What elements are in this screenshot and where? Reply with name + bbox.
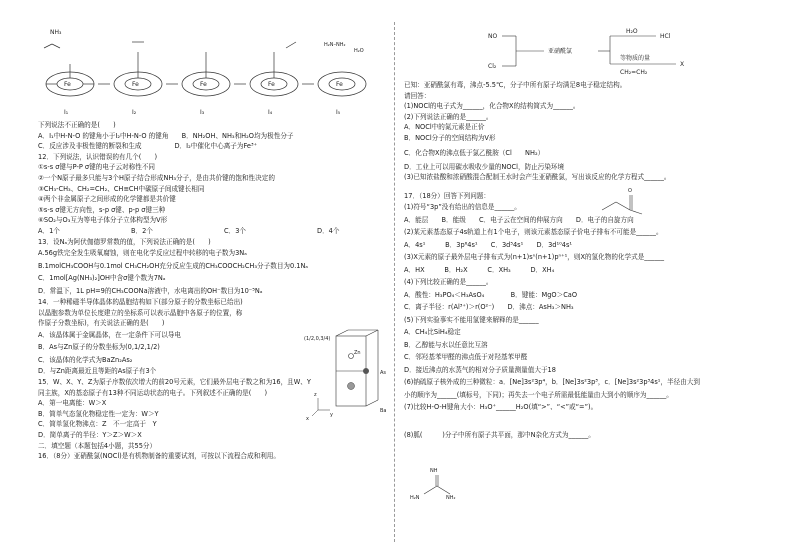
hydrazine-label: H₂N–NH₂ [324, 42, 346, 48]
q13-option-b: B.1molCH₃COOH与0.1mol CH₃CH₂OH充分反应生成的CH₃COOCH₂CH₃分子数目为0.1Nₐ [38, 261, 309, 270]
q12-item-3: ③CH₃-CH₃、CH₂=CH₂、CH≡CH中碳原子间成键长相同 [38, 184, 205, 193]
water-label: H₂O [354, 48, 364, 54]
amide-bonds-icon [602, 195, 642, 214]
q17-part-5-option-a: A．CH₄比SiH₄稳定 [404, 328, 461, 337]
q13-option-c: C．1mol[Ag(NH₃)₂]OH中含σ键个数为7Nₐ [38, 274, 166, 283]
amide-o-label: O [628, 188, 632, 194]
coord-label: (1/2,0,3/4) [304, 336, 331, 342]
q15-stem-2: 同主族，X的基态原子有13种不同运动状态的电子。下列叙述不正确的是( ) [38, 388, 268, 397]
q17-stem: 17．（18分）回答下列问题： [404, 191, 491, 200]
q17-part-3-options: A．HX B．H₂X C．XH₃ D．XH₄ [404, 265, 555, 274]
q12-item-2: ②一个N原子最多只能与3个H原子结合形成NH₃分子，是由共价键的饱和性决定的 [38, 173, 275, 182]
crystal-cell-figure [302, 326, 394, 422]
fe-label-5: Fe [336, 81, 343, 88]
fe-label-4: Fe [268, 81, 275, 88]
q13-stem: 13．设Nₐ为阿伏伽德罗常数的值，下列说法正确的是( ) [38, 237, 211, 246]
q13-option-a: A.56g铁完全发生吸氧腐蚀，则在电化学反应过程中转移的电子数为3Nₐ [38, 249, 247, 258]
hcl-label: HCl [660, 33, 671, 40]
stage-label-2: I₂ [132, 109, 137, 116]
q17-part-1-options: A．能层 B．能级 C．电子云在空间的伸展方向 D．电子的自旋方向 [404, 215, 634, 224]
fe-complex-1 [46, 64, 94, 96]
q17-part-7: (7)比较H-O-H键角大小：H₃O⁺______H₂O(填“>”、“<”或“=”)。 [404, 403, 598, 412]
q11-option-cd: C．反应涉及非极性键的断裂和生成 D．I₂中催化中心离子为Fe³⁺ [38, 142, 258, 151]
q16-answer-prompt: 请回答： [404, 91, 431, 100]
q17-part-5: (5)下列实验事实不能用氢键来解释的是______ [404, 315, 539, 324]
q12-item-6: ⑥SO₂与O₃互为等电子体分子立体构型为V形 [38, 216, 168, 225]
q16-stem: 16．（8分）亚硝酰氯(NOCl)是有机物制备的重要试剂，可按以下流程合成和利用。 [38, 452, 280, 461]
q17-part-5-option-c: C．邻羟基苯甲醛的沸点低于对羟基苯甲醛 [404, 353, 528, 362]
q15-stem-1: 15．W、X、Y、Z为原子序数依次增大的前20号元素，它们最外层电子数之和为16，且W、Y [38, 378, 311, 386]
nitrosyl-chloride-label: 亚硝酰氯 [548, 48, 573, 55]
q16-part-3: (3)已知浓盐酸和浓硝酸混合配制王水时会产生亚硝酰氯，写出该反应的化学方程式______。 [404, 173, 671, 182]
y-axis-label: y [330, 412, 333, 418]
no-label: NO [488, 33, 498, 40]
q12-option-c: C．3个 [224, 226, 246, 235]
q14-option-d: D．与Zn距离最近且等距的As原子有3个 [38, 367, 157, 376]
q17-part-2-options: A．4s¹ B．3p⁶4s¹ C．3d⁵4s¹ D．3d¹⁰4s¹ [404, 240, 573, 249]
q14-stem-2: 以晶胞参数为单位长度建立的坐标系可以表示晶胞中各原子的位置，称 [38, 308, 243, 317]
cl2-label: Cl₂ [488, 63, 497, 70]
q17-part-6: (6)钠硫原子核外成的三种微粒：a．[Ne]3s²3p⁴，b．[Ne]3s²3p³，c．[Ne]3s²3p³4s¹，半径由大到 [404, 378, 701, 387]
zn-atom [349, 354, 354, 359]
chloroacetamide-structure [588, 186, 658, 220]
as-label: As [380, 370, 387, 376]
fe-complex-3 [182, 52, 230, 96]
q15-option-c: C．简单氢化物沸点：Z 不一定高于 Y [38, 420, 157, 429]
nh3-label: NH₃ [50, 29, 62, 36]
water-reagent-label: H₂O [626, 28, 638, 35]
nocl-flow-figure [486, 28, 726, 76]
ethylene-label: CH₂=CH₂ [620, 69, 648, 76]
q16-option-d: D．工业上可以用碳水吸收少量的NOCl，防止污染环境 [404, 162, 565, 171]
x-axis-label: x [306, 416, 309, 422]
right-column [404, 80, 776, 440]
q12-stem: 12．下列说法，认识错误的有几个( ) [38, 152, 158, 161]
q17-part-6-cont: 小的顺序为______(填标号，下同)；再失去一个电子所需最低能量由大到小的顺序为______。 [404, 390, 673, 399]
q17-part-8: (8)胍( )分子中所有原子共平面，那中N杂化方式为______。 [404, 430, 595, 439]
equal-amount-label: 等物质的量 [620, 55, 651, 62]
q14-option-a: A．该晶体属于金属晶体，在一定条件下可以导电 [38, 330, 181, 339]
guanidine-structure [410, 466, 466, 502]
q14-stem-1: 14．一种稀磁半导体晶体的晶胞结构如下(部分原子的分数坐标已给出) [38, 298, 243, 307]
q14-option-c: C．该晶体的化学式为BaZn₂As₂ [38, 355, 133, 364]
q17-part-1: (1)符号“3p”没有给出的信息是______。 [404, 203, 521, 212]
q17-part-4: (4)下列比较正确的是______。 [404, 278, 493, 287]
q17-part-4-options-ab: A．酸性：H₃PO₄＜H₃AsO₄ B．键能：MgO＞CaO [404, 290, 578, 299]
stage-label-1: I₁ [64, 109, 69, 116]
q17-part-5-option-b: B．乙醇能与水以任意比互溶 [404, 340, 488, 349]
q11-stem: 下列说法不正确的是( ) [38, 121, 116, 129]
stage-label-4: I₄ [268, 109, 273, 116]
fe-label-2: Fe [132, 81, 139, 88]
unit-cell-icon [336, 330, 378, 406]
hydroxylamine-icon [44, 44, 60, 48]
stage-label-5: I₅ [336, 109, 341, 116]
q16-part-1: (1)NOCl的电子式为______，化合物X的结构简式为______。 [404, 102, 580, 111]
q16-option-c: C．化合物X的沸点低于氯乙酰胺（Cl NH₂） [404, 148, 545, 157]
q13-option-d: D．常温下，1L pH=9的CH₃COONa溶液中，水电离出的OH⁻数目为10⁻⁵Nₐ [38, 286, 263, 295]
zn-label: Zn [354, 350, 361, 356]
q16-part-2: (2)下列说法正确的是______。 [404, 112, 493, 121]
q12-options [38, 226, 410, 237]
product-x-label: X [680, 61, 685, 68]
reaction-mechanism-figure [40, 24, 370, 122]
x-axis [312, 410, 318, 416]
q15-option-b: B．简单气态氢化物稳定性一定为：W＞Y [38, 409, 159, 418]
q16-given: 已知：亚硝酰氯有毒，沸点-5.5℃，分子中所有原子均满足8电子稳定结构。 [404, 81, 627, 89]
q15-option-a: A．第一电离能：W＞X [38, 399, 107, 408]
fe-label-3: Fe [200, 81, 207, 88]
q12-option-a: A．1个 [38, 226, 60, 235]
ba-atom [348, 383, 355, 390]
q14-option-b: B．As与Zn原子的分数坐标为(0,1/2,1/2) [38, 343, 160, 352]
q17-part-4-options-cd: C．离子半径：r(Al³⁺)＞r(O²⁻) D．沸点：AsH₃＞NH₃ [404, 303, 574, 312]
q17-part-3: (3)X元素的原子最外层电子排布式为(n+1)sⁿ(n+1)pⁿ⁺¹，则X的氢化物的化学式是______ [404, 253, 665, 262]
guan-nh-label: NH [430, 468, 438, 474]
q12-item-5: ⑤s-s σ键无方向性，s-p σ键、p-p σ键三种 [38, 205, 166, 214]
guan-h2n-label: H₂N [410, 495, 420, 501]
z-axis-label: z [314, 392, 317, 398]
q17-part-2: (2)某元素基态原子4s轨道上有1个电子，则该元素基态原子价电子排布不可能是______。 [404, 228, 663, 237]
stage-label-3: I₃ [200, 109, 205, 116]
q12-option-d: D．4个 [317, 226, 340, 235]
ba-label: Ba [380, 408, 387, 414]
q17-part-5-option-d: D．接近沸点的水蒸气的相对分子质量测量值大于18 [404, 365, 556, 374]
as-atom [363, 368, 369, 374]
q16-option-b: B．NOCl分子的空间结构为V形 [404, 133, 496, 142]
guan-nh2-label: NH₂ [446, 495, 456, 501]
section-2-heading: 二．填空题（本题包括4小题，共55分） [38, 441, 157, 450]
q12-item-4: ④两个非金属原子之间形成的化学键都是共价键 [38, 195, 176, 204]
q14-stem-3: 作原子分数坐标)，有关说法正确的是( ) [38, 319, 165, 328]
q16-option-a: A．NOCl中的氮元素是正价 [404, 123, 485, 132]
q12-option-b: B．2个 [131, 226, 153, 235]
q11-option-ab: A．I₁中H-N-O 的键角小于I₂中H-N-O 的键角 B．NH₂OH、NH₃和H₂O均为极性分子 [38, 131, 294, 140]
q15-option-d: D．简单离子的半径：Y＞Z＞W＞X [38, 430, 142, 439]
guan-bonds-icon [424, 475, 450, 494]
fe-label-1: Fe [64, 81, 71, 88]
q12-item-1: ①s-s σ键与P-P σ键的电子云对称性不同 [38, 163, 156, 172]
